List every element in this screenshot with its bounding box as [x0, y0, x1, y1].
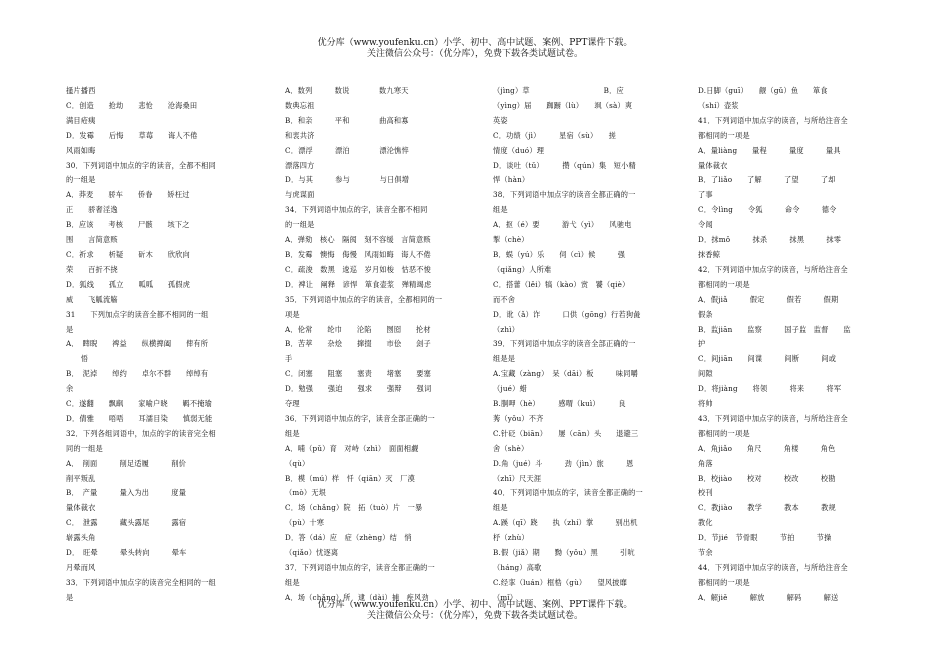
- text-line: 数典忘祖: [285, 100, 315, 110]
- text-line: B.假（jiǎ）期 黝（yǒu）黑 引吭: [493, 548, 635, 558]
- text-line: （zhì）: [493, 324, 520, 334]
- text-line: 莠（yǒu）不齐: [493, 413, 544, 423]
- text-line: 舍（shè）: [493, 443, 529, 453]
- text-line: 的一组是: [285, 220, 315, 230]
- text-line: 间隙: [698, 369, 713, 379]
- text-line: 35．下列词语中加点的字的读音，全都相同的一: [285, 294, 443, 304]
- text-line: 护: [698, 339, 706, 349]
- text-line: 都相同的一项是: [698, 577, 750, 587]
- text-line: 夺理: [285, 399, 300, 409]
- text-line: 节余: [698, 548, 713, 558]
- text-line: D.日脚（guī） 觎（gǔ）鱼 箪食: [698, 86, 828, 95]
- page-header: [0, 38, 950, 60]
- text-line: 令闻: [698, 220, 713, 230]
- text-line: C．间jiān 间谍 间断 间或: [698, 354, 837, 364]
- text-column-3: [493, 84, 689, 602]
- text-line: 将帅: [698, 399, 713, 409]
- text-line: C．闭塞 阻塞 塞责 堵塞 要塞: [285, 369, 432, 379]
- header-line-2: 关注微信公众号：（优分库），免费下载各类试题试卷。: [366, 49, 583, 59]
- text-line: 围 言简意赅: [66, 235, 118, 245]
- text-line: C．令lìng 令狐 命令 德令: [698, 205, 837, 215]
- text-line: 37．下列词语中加点的字，读音全都正确的一: [285, 563, 435, 572]
- text-line: 满目疮痍: [66, 115, 96, 125]
- text-line: A．伦常 纶巾 沦陷 囫囵 抡材: [285, 324, 431, 334]
- text-line: C．场（chǎng）院 拓（tuò）片 一暴: [285, 503, 423, 513]
- text-line: 组是: [285, 428, 300, 438]
- text-line: 44．下列词语中加点字的读音，与所给注音全: [698, 563, 848, 572]
- text-line: 搔片播西: [66, 86, 96, 95]
- text-line: D． 旺晕 晕头转向 晕车: [66, 548, 187, 558]
- text-line: D．将jiàng 将领 将来 将军: [698, 384, 842, 394]
- text-line: C．搭蕾（lěi）犒（kào）赏 饕（qiè）: [493, 279, 630, 289]
- text-line: 手: [285, 354, 293, 364]
- text-line: A． 睥睨 裨益 纵横捭阖 俾有所: [66, 339, 209, 349]
- text-line: 41．下列词语中加点字的读音，与所给注音全: [698, 115, 848, 125]
- text-line: D．狐线 孤立 呱呱 孤假虎: [66, 279, 191, 289]
- text-line: D．裨让 阐释 谚悍 箪食壶浆 殚精竭虑: [285, 279, 432, 289]
- text-line: C．祈求 析疑 斫木 欣欣向: [66, 249, 190, 259]
- text-line: A．假jiǎ 假定 假若 假期: [698, 294, 839, 304]
- text-line: （zhī）尺天涯: [493, 473, 542, 483]
- text-line: B． 产量 量入为出 度量: [66, 488, 187, 498]
- text-line: A．场（chǎng）所 逮（dài）捕 疾风劲: [285, 592, 429, 602]
- text-line: A．莽麦 骄车 侨眷 矫枉过: [66, 190, 190, 200]
- text-line: （yìng）届 踟蹰（lù） 飒（sà）爽: [493, 100, 633, 110]
- text-line: 32．下列各组词语中，加点的字的读音完全相: [66, 428, 216, 438]
- text-line: C．创造 抢劫 悲怆 沧海桑田: [66, 100, 198, 110]
- text-line: C．漂浮 漂泊 漂沦憔悴: [285, 145, 409, 155]
- text-line: B．苦萃 杂烩 撺掇 市侩 刽子: [285, 339, 431, 349]
- text-line: （jué）蜡: [493, 384, 527, 394]
- text-line: 36．下列词语中加点的字，读音全部正确的一: [285, 413, 435, 423]
- text-line: B.胴呷（hè） 感喟（kuì） 良: [493, 399, 626, 409]
- text-line: 悍（hàn）: [493, 175, 530, 185]
- text-line: 和衷共济: [285, 130, 315, 140]
- text-line: 34．下列词语中加点的字，读音全都不相同: [285, 205, 428, 215]
- text-line: B． 泥淖 绰约 卓尔不群 绰绰有: [66, 369, 209, 379]
- text-line: 风雨如晦: [66, 145, 96, 155]
- text-line: C．教jiào 教学 教本 教规: [698, 503, 836, 513]
- text-line: D.角（jué）斗 劲（jìn）旅 恩: [493, 458, 634, 468]
- text-line: 31 下列加点字的读音全都不相同的一组: [66, 309, 209, 319]
- text-line: A． 削面 削足适履 削价: [66, 458, 186, 468]
- text-line: B．校jiào 校对 校改 校勘: [698, 473, 836, 483]
- text-line: 削平叛乱: [66, 473, 96, 483]
- text-line: 是: [66, 324, 74, 334]
- text-line: D．倩雅 唔唔 耳濡目染 慎弱无能: [66, 413, 213, 423]
- text-line: 余: [66, 384, 74, 394]
- text-line: 项是: [285, 309, 300, 319]
- text-line: A．角jiǎo 角尺 角楼 角色: [698, 443, 836, 453]
- text-line: A．数列 数说 数九寒天: [285, 86, 409, 95]
- text-line: B．模（mú）样 忏（qiān）灭 厂漠: [285, 473, 415, 483]
- text-line: 39．下列词语中加点字的读音全部正确的一: [493, 339, 636, 349]
- text-line: A.蹊（qī）跷 执（zhí）掌 别出机: [493, 518, 638, 528]
- text-line: 40．下列词语中加点的字，读音全都正确的一: [493, 488, 643, 498]
- text-column-1: [66, 84, 269, 602]
- text-line: 角落: [698, 458, 713, 468]
- text-line: （háng）高歌: [493, 563, 542, 572]
- text-line: C． 泄露 藏头露尾 露宿: [66, 518, 187, 528]
- header-line-1: 优分库（www.youfenku.cn）小学、初中、高中试题、案例、PPT课件下载。: [317, 38, 633, 48]
- text-line: C.针砭（biān） 屡（cān）头 退避三: [493, 428, 639, 438]
- text-line: D．勉强 强迫 强求 强辩 强词: [285, 384, 432, 394]
- text-line: D．节jié 节骨眼 节拍 节操: [698, 533, 832, 543]
- text-line: D．答（dá）应 症（zhèng）结 悄: [285, 533, 412, 543]
- text-line: 42．下列词语中加点字的读音，与所给注音全: [698, 264, 848, 274]
- text-line: 量体裁衣: [66, 503, 96, 513]
- text-line: A.宝藏（zàng） 呆（dāi）板 味同嚼: [493, 369, 638, 379]
- text-line: 荣 百折不挠: [66, 264, 118, 274]
- text-line: 月晕而风: [66, 563, 96, 572]
- text-line: 是: [66, 592, 74, 602]
- text-line: 都相同的一项是: [698, 130, 750, 140]
- text-line: （pù）十寒: [285, 518, 325, 528]
- text-line: C．功绩（jì） 星宿（sù） 搓: [493, 130, 616, 140]
- text-line: 情度（duó）理: [493, 145, 545, 155]
- text-line: 都相同的一项是: [698, 428, 750, 438]
- text-line: 组是是: [493, 354, 516, 364]
- text-line: （shí）壶浆: [698, 100, 739, 110]
- text-line: 校刊: [698, 488, 713, 498]
- text-line: B．了liǎo 了解 了望 了却: [698, 175, 836, 185]
- text-line: B．发霉 懊悔 侮慢 风雨如晦 诲人不倦: [285, 249, 431, 259]
- text-line: 组是: [285, 577, 300, 587]
- text-line: 抹香鲸: [698, 249, 721, 259]
- footer-line-2: 关注微信公众号：（优分库），免费下载各类试题试卷。: [366, 611, 583, 621]
- text-column-4: [698, 84, 888, 602]
- footer-line-1: 优分库（www.youfenku.cn）小学、初中、高中试题、案例、PPT课件下载。: [317, 600, 633, 610]
- text-line: D．讹（ǎ）诈 口供（gōng）行若狗彘: [493, 309, 641, 319]
- text-line: B．监jiān 监察 国子监 监督 监: [698, 324, 851, 334]
- text-column-2: [285, 84, 482, 602]
- text-line: 30．下列词语中加点的字的读音，全都不相同: [66, 160, 216, 170]
- text-line: 38．下列词语中加点字的读音全都正确的一: [493, 190, 636, 200]
- text-line: A．量liàng 量程 量度 量具: [698, 145, 841, 155]
- text-line: 都相同的一项是: [698, 279, 750, 289]
- text-line: D．发霉 后悔 草莓 诲人不倦: [66, 130, 198, 140]
- text-line: （mǐ）: [493, 592, 518, 602]
- text-line: 43．下列词语中加点字的读音，与所给注音全: [698, 413, 848, 423]
- text-line: 杼（zhù）: [493, 533, 529, 543]
- text-line: （mò）无垠: [285, 488, 327, 498]
- text-line: 而不舍: [493, 294, 516, 304]
- text-line: 同的一组是: [66, 443, 103, 453]
- text-line: （jìng）草 B．应: [493, 86, 624, 95]
- text-line: C．遂翻 飘飖 家喻户晓 羁不掩瑜: [66, 399, 213, 409]
- text-line: 组是: [493, 503, 508, 513]
- text-line: A．弹劾 核心 隔阂 刻不容缓 言简意赅: [285, 235, 431, 245]
- text-line: B．蜈（yú）乐 伺（cì）候 强: [493, 249, 626, 259]
- text-line: B．应该 考核 尸骸 垓下之: [66, 220, 190, 230]
- text-line: 33．下列词语中加点字的读音完全相同的一组: [66, 577, 216, 587]
- text-line: A．哺（pǔ）育 对峙（zhì） 面面相觑: [285, 443, 419, 453]
- text-line: A．解jiě 解放 解码 解送: [698, 592, 839, 602]
- text-line: 了事: [698, 190, 713, 200]
- text-line: 漂落四方: [285, 160, 315, 170]
- text-line: （qiǎng）人所难: [493, 264, 552, 274]
- text-line: A．抠（é）要 游弋（yì） 风驰电: [493, 220, 632, 230]
- text-line: D．抹mǒ 抹杀 抹黑 抹零: [698, 235, 842, 245]
- text-line: 掣（chè）: [493, 235, 529, 245]
- text-line: 与虎谋面: [285, 190, 315, 200]
- text-line: 组是: [493, 205, 508, 215]
- text-line: 威 飞觚流觞: [66, 294, 118, 304]
- text-line: （qù）: [285, 458, 310, 468]
- text-line: B．和亲 平和 曲高和寡: [285, 115, 409, 125]
- text-line: C．疏浚 数黑 逡巡 岁月如梭 怙恶不悛: [285, 264, 432, 274]
- text-line: 崭露头角: [66, 533, 96, 543]
- text-line: C.经挛（luán）框梏（gù） 望风披靡: [493, 577, 628, 587]
- page-footer: [0, 600, 950, 622]
- text-line: 教化: [698, 518, 713, 528]
- text-line: D．与其 参与 与日俱增: [285, 175, 410, 185]
- text-line: 假条: [698, 309, 713, 319]
- text-line: D．谈吐（tǔ） 攒（qún）集 短小精: [493, 160, 636, 170]
- text-line: 的一组是: [66, 175, 96, 185]
- text-line: 悟: [66, 354, 89, 364]
- text-line: 量体裁衣: [698, 160, 728, 170]
- text-line: （qiǎo）忧逐离: [285, 548, 339, 558]
- text-line: 英姿: [493, 115, 508, 125]
- text-line: 正 骄奢淫逸: [66, 205, 118, 215]
